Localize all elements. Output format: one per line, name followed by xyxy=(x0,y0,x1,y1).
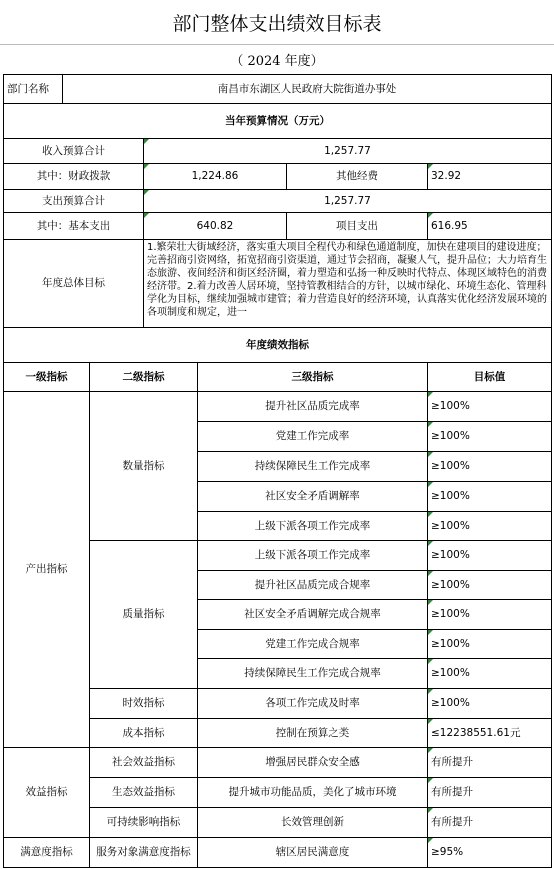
indicator-value: ≥100% xyxy=(427,658,552,689)
project-value: 616.95 xyxy=(427,212,552,240)
indicator-value: ≥100% xyxy=(427,451,552,482)
perf-header: 年度绩效指标 xyxy=(3,327,552,363)
indicator-name: 党建工作完成率 xyxy=(197,421,428,452)
level1-satisfaction: 满意度指标 xyxy=(3,837,90,868)
indicator-value: ≥100% xyxy=(427,599,552,630)
indicator-value: 有所提升 xyxy=(427,807,552,838)
level2-service-satisfaction: 服务对象满意度指标 xyxy=(89,837,198,868)
fiscal-value: 1,224.86 xyxy=(143,163,287,190)
indicator-name: 社区安全矛盾调解率 xyxy=(197,481,428,512)
indicator-value: ≥100% xyxy=(427,391,552,422)
other-value: 32.92 xyxy=(427,163,552,190)
indicator-name: 提升社区品质完成率 xyxy=(197,391,428,422)
col-level1: 一级指标 xyxy=(3,362,90,392)
indicator-name: 辖区居民满意度 xyxy=(197,837,428,868)
indicator-value: ≥100% xyxy=(427,421,552,452)
col-level2: 二级指标 xyxy=(89,362,198,392)
indicator-value: ≥100% xyxy=(427,481,552,512)
indicator-value: ≥95% xyxy=(427,837,552,868)
indicator-name: 上级下派各项工作完成率 xyxy=(197,540,428,571)
indicator-name: 控制在预算之类 xyxy=(197,718,428,748)
indicator-name: 持续保障民生工作完成率 xyxy=(197,451,428,482)
indicator-name: 党建工作完成合规率 xyxy=(197,629,428,659)
indicator-name: 提升城市功能品质，美化了城市环境 xyxy=(197,777,428,808)
indicator-name: 各项工作完成及时率 xyxy=(197,688,428,719)
basic-label: 其中：基本支出 xyxy=(3,212,144,240)
level1-output: 产出指标 xyxy=(3,391,90,748)
dept-value: 南昌市东湖区人民政府大院街道办事处 xyxy=(62,74,552,104)
indicator-value: 有所提升 xyxy=(427,747,552,778)
dept-label: 部门名称 xyxy=(3,74,63,104)
fiscal-label: 其中：财政拨款 xyxy=(3,163,144,190)
level2-social: 社会效益指标 xyxy=(89,747,198,778)
indicator-value: ≥100% xyxy=(427,688,552,719)
indicator-value: ≤12238551.61元 xyxy=(427,718,552,748)
indicator-value: ≥100% xyxy=(427,511,552,541)
indicator-name: 持续保障民生工作完成合规率 xyxy=(197,658,428,689)
table-title: 部门整体支出绩效目标表 xyxy=(0,0,554,45)
level2-quantity: 数量指标 xyxy=(89,391,198,541)
level2-sustainable: 可持续影响指标 xyxy=(89,807,198,838)
col-level3: 三级指标 xyxy=(197,362,428,392)
indicator-name: 上级下派各项工作完成率 xyxy=(197,511,428,541)
level2-timeliness: 时效指标 xyxy=(89,688,198,719)
indicator-value: ≥100% xyxy=(427,540,552,571)
indicator-name: 长效管理创新 xyxy=(197,807,428,838)
goal-label: 年度总体目标 xyxy=(3,239,144,328)
basic-value: 640.82 xyxy=(143,212,287,240)
budget-header: 当年预算情况（万元） xyxy=(3,103,552,139)
project-label: 项目支出 xyxy=(286,212,428,240)
indicator-value: ≥100% xyxy=(427,629,552,659)
level2-quality: 质量指标 xyxy=(89,540,198,689)
level2-ecological: 生态效益指标 xyxy=(89,777,198,808)
col-target: 目标值 xyxy=(427,362,552,392)
indicator-value: 有所提升 xyxy=(427,777,552,808)
other-label: 其他经费 xyxy=(286,163,428,190)
indicator-name: 社区安全矛盾调解完成合规率 xyxy=(197,599,428,630)
goal-text: 1.繁荣壮大街域经济，落实重大项目全程代办和绿色通道制度，加快在建项目的建设进度；完善招商引资网络，拓宽招商引资渠道，通过节会招商，凝聚人气，提升品位；大力培育生态旅游、夜间经济和街区经济圈，着力塑造和弘扬一种反映时代特点、体现区域特色的消费经济带。2.着力改善人居环境，坚持管教相结合的方针，以城市绿化、环境生态化、管理科学化为目标，继续加强城市建管；着力营造良好的经济环境，认真落实优化经济发展环境的各项制度和规定，进一 xyxy=(143,239,552,328)
expense-total-label: 支出预算合计 xyxy=(3,189,144,213)
indicator-name: 增强居民群众安全感 xyxy=(197,747,428,778)
indicator-name: 提升社区品质完成合规率 xyxy=(197,570,428,600)
income-total-label: 收入预算合计 xyxy=(3,138,144,164)
level1-benefit: 效益指标 xyxy=(3,747,90,838)
income-total-value: 1,257.77 xyxy=(143,138,552,164)
year-line: （ 2024 年度） xyxy=(230,53,324,69)
expense-total-value: 1,257.77 xyxy=(143,189,552,213)
indicator-value: ≥100% xyxy=(427,570,552,600)
level2-cost: 成本指标 xyxy=(89,718,198,748)
